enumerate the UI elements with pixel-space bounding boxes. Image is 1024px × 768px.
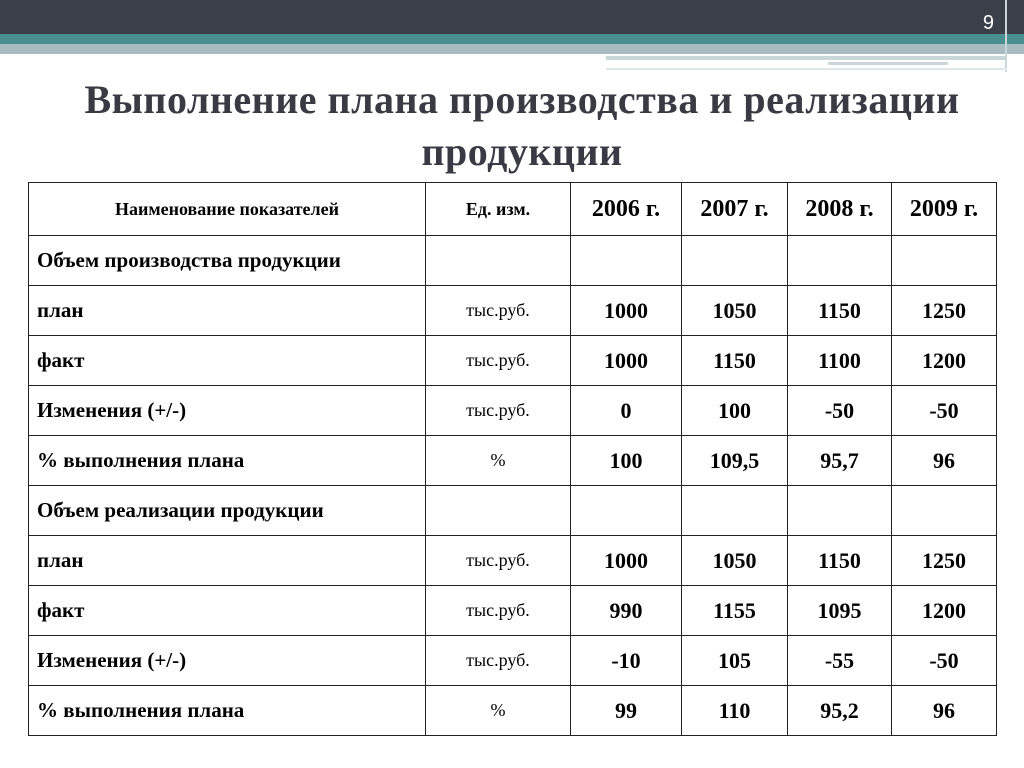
header-frame-edge [606, 68, 1007, 70]
row-unit-cell: тыс.руб. [426, 286, 571, 336]
header-decor-line [606, 56, 1006, 60]
row-unit-cell [426, 236, 571, 286]
slide-title-line2: продукции [421, 129, 623, 174]
table-row [29, 286, 997, 336]
row-name-cell: Изменения (+/-) [29, 636, 426, 686]
header-cell-name: Наименование показателей [29, 183, 426, 236]
row-value-cell: 1150 [788, 286, 892, 336]
row-value-cell [892, 486, 997, 536]
row-name-cell: Объем реализации продукции [29, 486, 426, 536]
row-value-cell: 1095 [788, 586, 892, 636]
row-name-cell: факт [29, 336, 426, 386]
row-name-cell: % выполнения плана [29, 686, 426, 736]
row-value-cell: -50 [788, 386, 892, 436]
row-value-cell: 1000 [571, 536, 682, 586]
header-cell-year: 2008 г. [788, 183, 892, 236]
row-value-cell [892, 236, 997, 286]
table-row [29, 536, 997, 586]
table-section-row [29, 236, 997, 286]
table-row [29, 686, 997, 736]
row-value-cell: 1050 [682, 536, 788, 586]
header-decor-line [828, 62, 948, 65]
row-value-cell: 1100 [788, 336, 892, 386]
header-cell-year: 2009 г. [892, 183, 997, 236]
table-section-row [29, 486, 997, 536]
row-value-cell: 1200 [892, 336, 997, 386]
row-unit-cell: тыс.руб. [426, 386, 571, 436]
row-value-cell: 1155 [682, 586, 788, 636]
row-value-cell: -50 [892, 386, 997, 436]
row-value-cell: 1000 [571, 286, 682, 336]
row-value-cell: 100 [571, 436, 682, 486]
row-value-cell: 1000 [571, 336, 682, 386]
row-value-cell: 1050 [682, 286, 788, 336]
row-value-cell: 96 [892, 436, 997, 486]
row-value-cell: 1150 [682, 336, 788, 386]
header-frame-edge [1005, 0, 1007, 72]
table-row [29, 636, 997, 686]
row-value-cell: 100 [682, 386, 788, 436]
header-cell-year: 2006 г. [571, 183, 682, 236]
row-value-cell: 1150 [788, 536, 892, 586]
row-unit-cell: тыс.руб. [426, 336, 571, 386]
row-unit-cell: % [426, 436, 571, 486]
row-name-cell: % выполнения плана [29, 436, 426, 486]
row-value-cell: 95,2 [788, 686, 892, 736]
header-bar [0, 0, 1024, 34]
slide-title [20, 74, 1024, 178]
row-name-cell: план [29, 536, 426, 586]
row-value-cell: 1200 [892, 586, 997, 636]
row-value-cell: -55 [788, 636, 892, 686]
row-value-cell: 0 [571, 386, 682, 436]
header-cell-unit: Ед. изм. [426, 183, 571, 236]
row-value-cell [571, 486, 682, 536]
row-unit-cell: тыс.руб. [426, 586, 571, 636]
row-value-cell [571, 236, 682, 286]
row-value-cell: 110 [682, 686, 788, 736]
table-row [29, 586, 997, 636]
row-name-cell: факт [29, 586, 426, 636]
row-value-cell: 95,7 [788, 436, 892, 486]
table-row [29, 436, 997, 486]
row-value-cell: 109,5 [682, 436, 788, 486]
table-header-row [29, 183, 997, 236]
row-value-cell: 990 [571, 586, 682, 636]
plan-execution-table [28, 182, 997, 736]
header-light-band [0, 44, 1024, 54]
row-value-cell: 99 [571, 686, 682, 736]
row-value-cell [788, 486, 892, 536]
row-name-cell: план [29, 286, 426, 336]
row-value-cell: -10 [571, 636, 682, 686]
slide-title-line1: Выполнение плана производства и реализации [84, 77, 960, 122]
row-value-cell [682, 486, 788, 536]
row-value-cell: 96 [892, 686, 997, 736]
row-unit-cell: тыс.руб. [426, 536, 571, 586]
table-row [29, 336, 997, 386]
slide-number: 9 [982, 12, 994, 34]
row-value-cell: 1250 [892, 286, 997, 336]
row-name-cell: Изменения (+/-) [29, 386, 426, 436]
row-value-cell [788, 236, 892, 286]
row-value-cell: 1250 [892, 536, 997, 586]
row-unit-cell: тыс.руб. [426, 636, 571, 686]
row-unit-cell: % [426, 686, 571, 736]
header-cell-year: 2007 г. [682, 183, 788, 236]
row-value-cell: 105 [682, 636, 788, 686]
row-value-cell [682, 236, 788, 286]
header-accent-stripe [0, 34, 1024, 44]
row-unit-cell [426, 486, 571, 536]
table-row [29, 386, 997, 436]
row-name-cell: Объем производства продукции [29, 236, 426, 286]
row-value-cell: -50 [892, 636, 997, 686]
